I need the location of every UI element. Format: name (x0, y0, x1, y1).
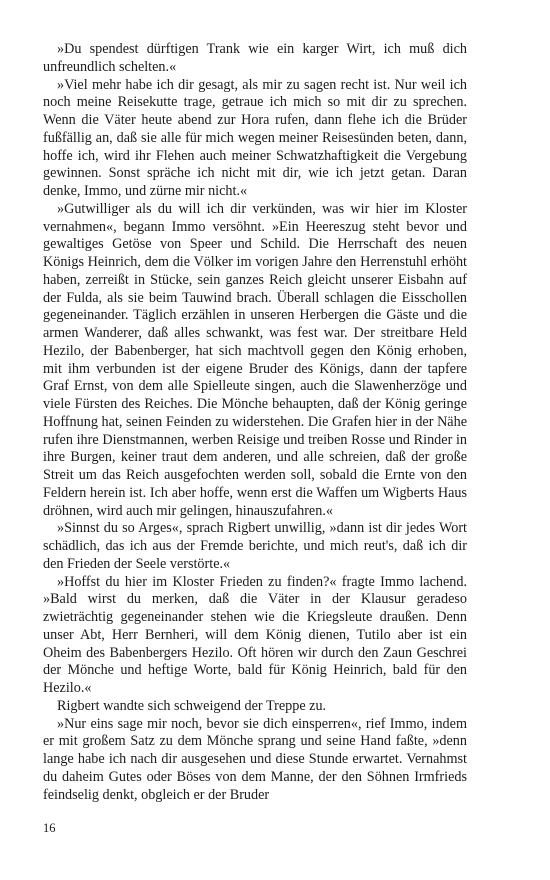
paragraph: »Hoffst du hier im Kloster Frieden zu finden?« fragte Immo lachend. »Bald wirst du merken, daß die Väter in der Klausur geradeso zwieträchtig gegeneinander stehen wie die Kriegsleute draußen. Denn unser Abt, Herr Bernheri, will dem König dienen, Tutilo aber ist ein Oheim des Babenbergers Hezilo. Oft hören wir durch den Zaun Geschrei der Mönche und heftige Worte, bald für König Heinrich, bald für den Hezilo.« (43, 573, 467, 696)
paragraph: »Nur eins sage mir noch, bevor sie dich einsperren«, rief Immo, indem er mit großem Satz zu dem Mönche sprang und seine Hand faßte, »denn lange habe ich nach dir ausgesehen und diese Stunde erwartet. Vernahmst du daheim Gutes oder Böses von dem Manne, der den Söhnen Irmfrieds feindselig denkt, obgleich er der Bruder (43, 715, 467, 803)
paragraph: »Gutwilliger als du will ich dir verkünden, was wir hier im Kloster vernahmen«, begann Immo versöhnt. »Ein Heereszug steht bevor und gewaltiges Getöse von Speer und Schild. Die Herrschaft des neuen Königs Heinrich, dem die Völker im vorigen Jahre den Herrenstuhl erhöht haben, zerreißt in Stücke, sein ganzes Reich gleicht unserer Eisbahn auf der Fulda, als sie beim Tauwind brach. Überall schlagen die Eisschollen gegeneinander. Täglich erzählen in unseren Herbergen die Gäste und die armen Wanderer, daß alles schwankt, was fest war. Der streitbare Held Hezilo, der Babenberger, hat sich machtvoll gegen den König erhoben, mit ihm verbunden ist der eigene Bruder des Königs, dann der tapfere Graf Ernst, von dem alle Spielleute singen, auch die Slawenherzöge und viele Fürsten des Reiches. Die Mönche behaupten, daß der König geringe Hoffnung hat, seinen Feinden zu widerstehen. Die Grafen hier in der Nähe rufen ihre Dienstmannen, werben Reisige und treiben Rosse und Rinder in ihre Burgen, keiner traut dem anderen, und alle schreien, daß der große Streit um das Reich ausgefochten werden soll, sobald die Ernte von den Feldern herein ist. Ich aber hoffe, wenn erst die Waffen um Wigberts Haus dröhnen, wird auch mir gelingen, hinauszufahren.« (43, 200, 467, 519)
paragraph: »Du spendest dürftigen Trank wie ein karger Wirt, ich muß dich unfreundlich schelten.« (43, 41, 467, 75)
page-text-block (43, 41, 467, 804)
paragraph: Rigbert wandte sich schweigend der Treppe zu. (57, 697, 327, 714)
page-number: 16 (43, 821, 56, 835)
paragraph: »Sinnst du so Arges«, sprach Rigbert unwillig, »dann ist dir jedes Wort schädlich, das ich aus der Fremde berichte, und mich reut's, daß ich dir den Frieden der Seele verstörte.« (43, 520, 467, 572)
paragraph: »Viel mehr habe ich dir gesagt, als mir zu sagen recht ist. Nur weil ich noch meine Reisekutte trage, getraue ich mich so mit dir zu sprechen. Wenn die Väter heute abend zur Hora rufen, dann flehe ich die Brüder fußfällig an, daß sie alle für mich wegen meiner Reisesünden beten, dann, hoffe ich, wird ihr Flehen auch meiner Schwatzhaftigkeit die Vergebung gewinnen. Sonst spräche ich nicht mit dir, wie ich jetzt getan. Daran denke, Immo, und zürne mir nicht.« (43, 76, 467, 199)
